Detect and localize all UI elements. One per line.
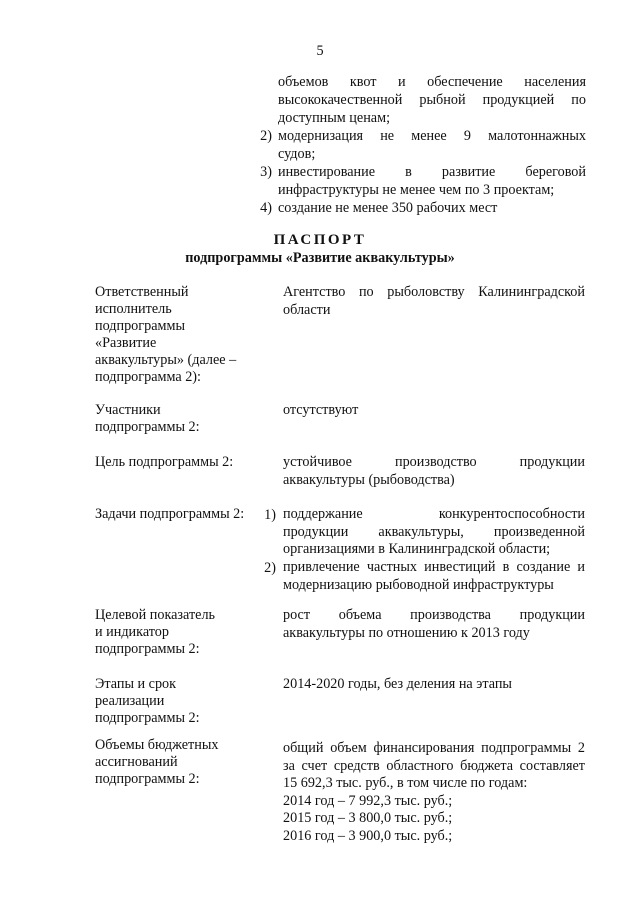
value-line: 2014-2020 годы, без деления на этапы <box>283 676 512 692</box>
row-label-goal <box>95 454 265 471</box>
label-line: Объемы бюджетных <box>95 737 219 753</box>
list-item-line: инвестирование в развитие береговой <box>278 164 586 180</box>
intro-continuation-line: объемов квот и обеспечение населения <box>278 74 586 90</box>
row-value-indicator <box>283 607 585 642</box>
value-line: за счет средств областного бюджета составляет <box>283 757 585 774</box>
value-line: области <box>283 301 331 318</box>
label-line: реализации <box>95 693 165 709</box>
list-item-line: судов; <box>278 146 316 162</box>
intro-continuation-line: доступным ценам; <box>278 110 391 126</box>
label-line: подпрограммы 2: <box>95 710 200 726</box>
list-item <box>278 163 586 199</box>
row-label-executor <box>95 284 265 386</box>
list-item-number: 3) <box>260 164 272 180</box>
value-line: общий объем финансирования подпрограммы 2 <box>283 740 585 756</box>
value-line: аквакультуры по отношению к 2013 году <box>283 624 530 641</box>
list-item-line: создание не менее 350 рабочих мест <box>278 200 498 216</box>
label-line: подпрограмма 2): <box>95 369 201 385</box>
intro-list <box>278 73 586 127</box>
row-value-executor <box>283 284 585 319</box>
list-item <box>278 199 586 217</box>
task-number: 1) <box>264 507 276 523</box>
label-line: подпрограммы 2: <box>95 641 200 657</box>
value-line: 15 692,3 тыс. руб., в том числе по годам: <box>283 775 528 791</box>
value-line: организациями в Калининградской области; <box>283 541 551 557</box>
label-line: подпрограммы <box>95 318 185 334</box>
value-line: аквакультуры (рыбоводства) <box>283 471 455 488</box>
list-item-line: инфраструктуры не менее чем по 3 проектам; <box>278 182 555 198</box>
list-item <box>278 127 586 163</box>
value-line: поддержание конкурентоспособности <box>283 506 585 522</box>
value-line: продукции аквакультуры, произведенной <box>283 523 585 540</box>
row-value-budget <box>283 740 585 845</box>
row-label-stages <box>95 676 265 727</box>
label-line: и индикатор <box>95 624 169 640</box>
list-item-number: 2) <box>260 128 272 144</box>
label-line: подпрограммы 2: <box>95 419 200 435</box>
list-item-number: 4) <box>260 200 272 216</box>
label-line: Целевой показатель <box>95 607 215 623</box>
passport-title: ПАСПОРТ <box>273 232 367 248</box>
row-label-indicator <box>95 607 265 658</box>
label-line: Задачи подпрограммы 2: <box>95 506 245 522</box>
value-line: 2015 год – 3 800,0 тыс. руб.; <box>283 810 453 826</box>
label-line: «Развитие <box>95 335 157 351</box>
label-line: Цель подпрограммы 2: <box>95 454 234 470</box>
row-label-budget <box>95 737 265 788</box>
label-line: аквакультуры» (далее – <box>95 352 237 368</box>
label-line: подпрограммы 2: <box>95 771 200 787</box>
value-line: 2014 год – 7 992,3 тыс. руб.; <box>283 792 453 809</box>
label-line: Участники <box>95 402 161 418</box>
row-value-goal <box>283 454 585 489</box>
passport-subtitle: подпрограммы «Развитие аквакультуры» <box>185 250 455 266</box>
value-line: рост объема производства продукции <box>283 607 585 623</box>
page-number: 5 <box>316 43 324 59</box>
list-item-line: модернизация не менее 9 малотоннажных <box>278 128 586 144</box>
row-value-participants <box>283 402 585 420</box>
task-number: 2) <box>264 560 276 576</box>
label-line: ассигнований <box>95 754 178 770</box>
value-line: отсутствуют <box>283 402 359 418</box>
label-line: Ответственный <box>95 284 189 300</box>
row-label-participants <box>95 402 265 436</box>
row-value-stages <box>283 676 585 694</box>
row-label-tasks <box>95 506 265 523</box>
task-item <box>283 559 585 594</box>
label-line: исполнитель <box>95 301 172 317</box>
value-line: 2016 год – 3 900,0 тыс. руб.; <box>283 827 453 844</box>
label-line: Этапы и срок <box>95 676 177 692</box>
value-line: Агентство по рыболовству Калининградской <box>283 284 585 300</box>
intro-continuation-line: высококачественной рыбной продукцией по <box>278 92 586 108</box>
value-line: модернизацию рыбоводной инфраструктуры <box>283 576 554 593</box>
task-item <box>283 506 585 559</box>
value-line: привлечение частных инвестиций в создание и <box>283 559 585 575</box>
value-line: устойчивое производство продукции <box>283 454 585 470</box>
